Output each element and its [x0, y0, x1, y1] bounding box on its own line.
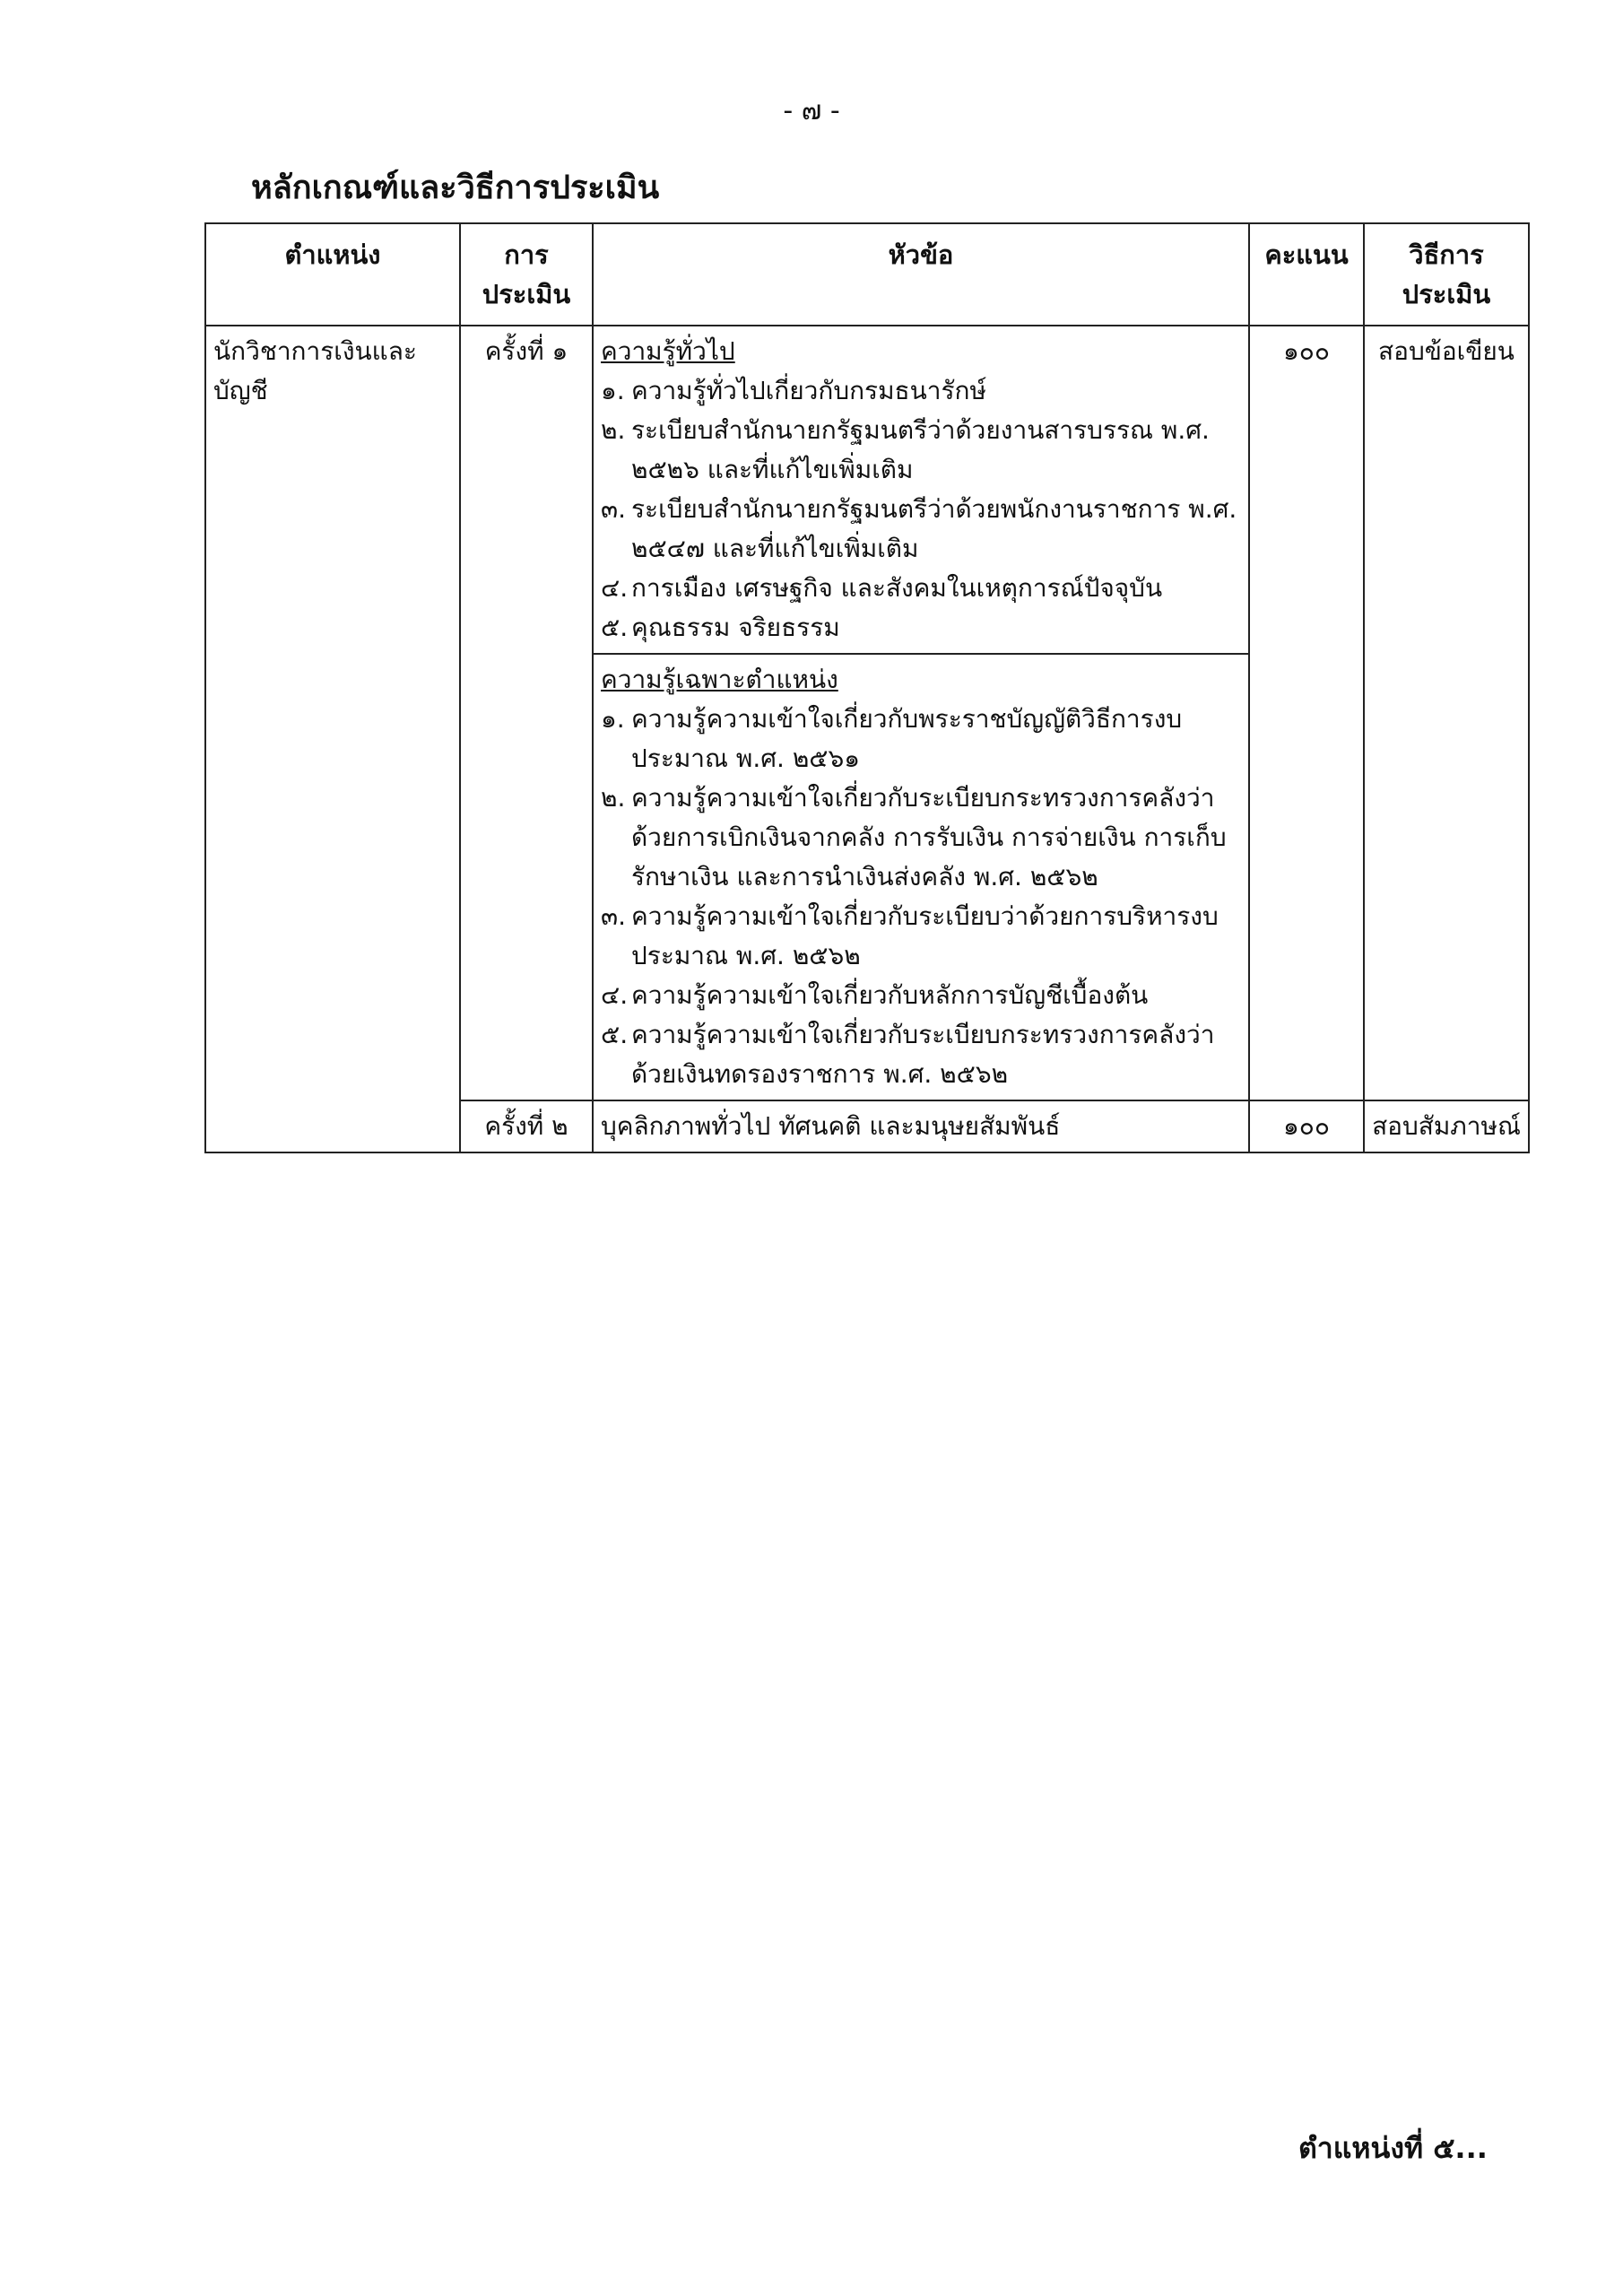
list-item-text: ความรู้ความเข้าใจเกี่ยวกับหลักการบัญชีเบื้องต้น	[631, 980, 1149, 1010]
list-item-number: ๔.	[601, 573, 629, 603]
general-knowledge-list	[601, 371, 1241, 648]
list-item	[601, 371, 1241, 411]
round1-label: ครั้งที่ ๑	[460, 326, 593, 1100]
assessment-criteria-table	[204, 222, 1530, 1153]
list-item-text: ความรู้ความเข้าใจเกี่ยวกับระเบียบว่าด้วยการบริหารงบประมาณ พ.ศ. ๒๕๖๒	[631, 901, 1219, 970]
header-method: วิธีการประเมิน	[1364, 223, 1529, 326]
page-heading: หลักเกณฑ์และวิธีการประเมิน	[251, 170, 660, 206]
list-item-number: ๓.	[601, 901, 627, 931]
page-number: - ๗ -	[783, 95, 840, 126]
position-name: นักวิชาการเงินและบัญชี	[205, 326, 460, 1152]
list-item-text: คุณธรรม จริยธรรม	[631, 613, 840, 642]
list-item	[601, 1015, 1241, 1094]
header-score: คะแนน	[1249, 223, 1364, 326]
list-item-text: ระเบียบสำนักนายกรัฐมนตรีว่าด้วยงานสารบรรณ พ.ศ. ๒๕๒๖ และที่แก้ไขเพิ่มเติม	[631, 415, 1210, 484]
list-item-text: ระเบียบสำนักนายกรัฐมนตรีว่าด้วยพนักงานราชการ พ.ศ. ๒๕๔๗ และที่แก้ไขเพิ่มเติม	[631, 494, 1237, 563]
round1-method: สอบข้อเขียน	[1364, 326, 1529, 1100]
general-knowledge-title: ความรู้ทั่วไป	[601, 336, 735, 366]
list-item-number: ๔.	[601, 980, 629, 1010]
list-item	[601, 700, 1241, 778]
table-row	[205, 326, 1529, 654]
list-item-text: ความรู้ความเข้าใจเกี่ยวกับพระราชบัญญัติวิธีการงบประมาณ พ.ศ. ๒๕๖๑	[631, 704, 1183, 773]
list-item	[601, 411, 1241, 490]
list-item-text: ความรู้ความเข้าใจเกี่ยวกับระเบียบกระทรวงการคลังว่าด้วยการเบิกเงินจากคลัง การรับเงิน การจ่ายเงิน การเก็บรักษาเงิน และการนำเงินส่งคลัง พ.ศ. ๒๕๖๒	[631, 783, 1227, 891]
list-item	[601, 569, 1241, 608]
list-item-number: ๑.	[601, 704, 625, 734]
header-assessment: การประเมิน	[460, 223, 593, 326]
list-item	[601, 490, 1241, 569]
list-item-number: ๓.	[601, 494, 627, 524]
list-item-number: ๕.	[601, 1020, 629, 1049]
list-item-number: ๒.	[601, 415, 626, 445]
list-item-number: ๒.	[601, 783, 626, 813]
round1-general-knowledge	[593, 326, 1249, 654]
list-item	[601, 897, 1241, 976]
list-item-text: การเมือง เศรษฐกิจ และสังคมในเหตุการณ์ปัจจุบัน	[631, 573, 1163, 603]
round2-topic: บุคลิกภาพทั่วไป ทัศนคติ และมนุษยสัมพันธ์	[593, 1100, 1249, 1152]
round2-method: สอบสัมภาษณ์	[1364, 1100, 1529, 1152]
list-item-number: ๕.	[601, 613, 629, 642]
list-item-text: ความรู้ทั่วไปเกี่ยวกับกรมธนารักษ์	[631, 376, 986, 405]
list-item-text: ความรู้ความเข้าใจเกี่ยวกับระเบียบกระทรวงการคลังว่าด้วยเงินทดรองราชการ พ.ศ. ๒๕๖๒	[631, 1020, 1215, 1089]
page-footer-continuation: ตำแหน่งที่ ๕...	[1298, 2131, 1488, 2165]
specific-knowledge-title: ความรู้เฉพาะตำแหน่ง	[601, 665, 838, 694]
round2-label: ครั้งที่ ๒	[460, 1100, 593, 1152]
header-topic: หัวข้อ	[593, 223, 1249, 326]
header-position: ตำแหน่ง	[205, 223, 460, 326]
table-header-row	[205, 223, 1529, 326]
round1-specific-knowledge	[593, 654, 1249, 1100]
round2-score: ๑๐๐	[1249, 1100, 1364, 1152]
list-item-number: ๑.	[601, 376, 625, 405]
specific-knowledge-list	[601, 700, 1241, 1094]
list-item	[601, 976, 1241, 1015]
list-item	[601, 778, 1241, 897]
list-item	[601, 608, 1241, 648]
round1-score: ๑๐๐	[1249, 326, 1364, 1100]
